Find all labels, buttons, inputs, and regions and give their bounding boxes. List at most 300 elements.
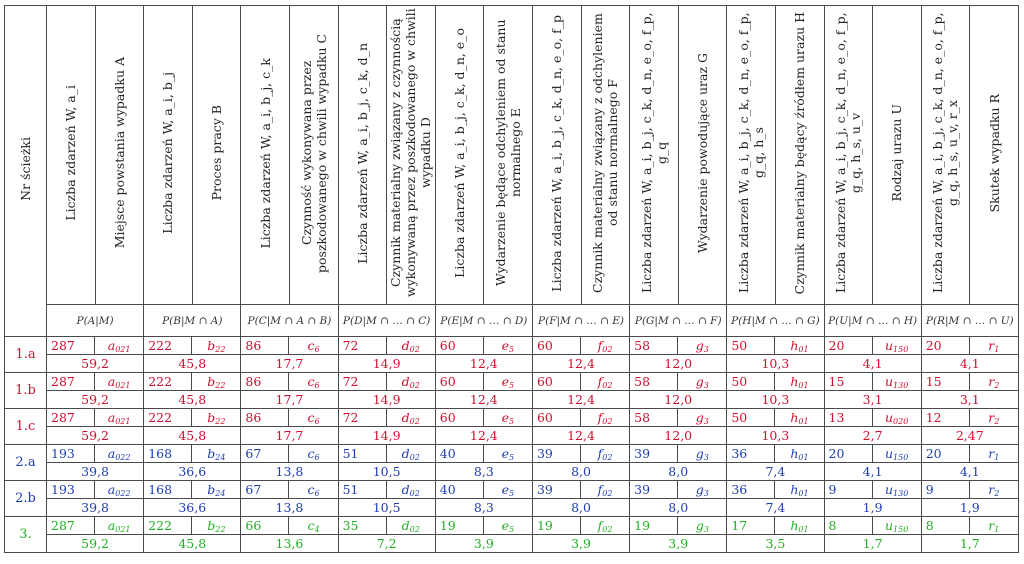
factor-cell [241,517,338,553]
count-header-5 [532,6,581,305]
factor-symbol: c [307,374,315,389]
factor-symbol: r [988,482,995,497]
factor-subscript: 021 [115,417,131,426]
factor-subscript: 6 [314,453,320,462]
factor-header-label: Rodzaj urazu U [889,104,905,202]
factor-code [678,337,726,354]
factor-symbol: f [597,518,603,533]
factor-subscript: 01 [798,381,809,390]
factor-subscript: 3 [703,345,709,354]
factor-symbol: f [597,410,603,425]
path-number: 3. [5,517,47,553]
factor-cell [727,517,824,553]
probability-value: 59,2 [81,392,110,407]
factor-cell [630,481,727,517]
event-count: 86 [241,337,289,354]
count-header-0 [47,6,96,305]
probability-value: 1,7 [862,536,883,551]
event-count: 287 [47,409,95,426]
event-count: 193 [47,481,95,498]
factor-subscript: 02 [602,489,613,498]
factor-header-label: Skutek wypadku R [986,93,1002,213]
count-header-8 [824,6,873,305]
event-count: 60 [533,373,581,390]
factor-symbol: a [107,518,116,533]
factor-subscript: 22 [215,417,226,426]
factor-code [581,337,629,354]
factor-symbol: u [884,410,894,425]
factor-code [484,337,532,354]
factor-code [387,409,435,426]
factor-code [387,481,435,498]
event-count: 287 [47,337,95,354]
factor-header-0 [95,6,144,305]
probability-value: 12,4 [469,392,498,407]
event-count: 60 [436,337,484,354]
factor-symbol: r [988,446,995,461]
factor-cell [144,481,241,517]
factor-symbol: b [207,410,216,425]
factor-cell [144,337,241,373]
factor-cell [241,409,338,445]
header-row [5,6,1019,305]
factor-cell [727,445,824,481]
factor-cell [47,409,144,445]
probability-formula: P(F|M ∩ … ∩ E) [532,305,629,337]
event-count: 36 [727,481,775,498]
factor-code [289,373,337,390]
probability-formula: P(A|M) [47,305,144,337]
factor-header-label: Wydarzenie będące odchyleniem od stanu normalnego E [493,19,524,287]
factor-symbol: r [988,374,995,389]
count-header-4 [435,6,484,305]
factor-code [678,517,726,534]
factor-symbol: u [884,446,894,461]
event-count: 51 [339,481,387,498]
probability-value: 7,2 [376,536,397,551]
factor-subscript: 3 [703,381,709,390]
count-header-3 [338,6,387,305]
factor-symbol: g [695,374,704,389]
count-header-label: Liczba zdarzeń W, a_i [63,85,79,221]
factor-header-8 [873,6,922,305]
table-row [5,481,1019,517]
factor-header-label: Wydarzenie powodujące uraz G [695,53,711,253]
factor-cell [532,409,629,445]
factor-cell [338,445,435,481]
factor-cell [47,517,144,553]
probability-formula: P(C|M ∩ A ∩ B) [241,305,338,337]
factor-symbol: h [790,446,799,461]
probability-value: 13,6 [275,536,304,551]
factor-subscript: 6 [314,345,320,354]
factor-subscript: 22 [215,525,226,534]
factor-symbol: g [695,518,704,533]
factor-symbol: h [790,374,799,389]
probability-value: 10,3 [761,356,790,371]
factor-symbol: r [988,338,995,353]
event-count: 9 [825,481,873,498]
factor-cell [435,517,532,553]
factor-symbol: e [501,482,510,497]
factor-code [581,409,629,426]
factor-subscript: 24 [215,453,226,462]
factor-cell [727,337,824,373]
factor-symbol: r [988,410,995,425]
path-number-header [5,6,47,337]
factor-subscript: 02 [409,453,420,462]
factor-subscript: 01 [798,489,809,498]
factor-cell [921,373,1018,409]
factor-symbol: a [107,446,116,461]
factor-code [581,445,629,462]
factor-code [289,337,337,354]
event-count: 15 [922,373,970,390]
factor-cell [532,481,629,517]
factor-cell [144,445,241,481]
factor-header-7 [775,6,824,305]
probability-value: 8,0 [668,500,689,515]
probability-formula: P(G|M ∩ … ∩ F) [630,305,727,337]
factor-symbol: f [597,338,603,353]
factor-code [970,373,1018,390]
factor-symbol: d [401,338,410,353]
factor-code [192,373,240,390]
factor-cell [824,481,921,517]
factor-subscript: 5 [509,489,515,498]
count-header-label: Liczba zdarzeń W, a_i, b_j, c_k, d_n, e_o, f_p, g_q [638,12,669,294]
path-number: 1.b [5,373,47,409]
factor-code [95,409,143,426]
event-count: 58 [630,373,678,390]
factor-symbol: c [307,482,315,497]
factor-header-label: Czynnik materialny będący źródłem urazu H [792,11,808,295]
factor-cell [824,517,921,553]
event-count: 39 [630,445,678,462]
factor-subscript: 5 [509,381,515,390]
factor-subscript: 24 [215,489,226,498]
factor-subscript: 22 [215,345,226,354]
event-count: 168 [144,481,192,498]
factor-cell [241,373,338,409]
probability-value: 13,8 [275,464,304,479]
factor-symbol: d [401,374,410,389]
factor-code [775,445,823,462]
factor-cell [47,337,144,373]
factor-subscript: 130 [893,489,909,498]
factor-cell [435,337,532,373]
factor-code [95,373,143,390]
probability-value: 7,4 [765,464,786,479]
factor-cell [532,445,629,481]
probability-value: 1,9 [959,500,980,515]
factor-subscript: 150 [893,345,909,354]
factor-code [775,517,823,534]
probability-formula: P(U|M ∩ … ∩ H) [824,305,921,337]
factor-subscript: 1 [994,525,1000,534]
probability-value: 45,8 [178,428,207,443]
count-header-label: Liczba zdarzeń W, a_i, b_j, c_k, d_n [354,42,370,264]
factor-subscript: 1 [994,345,1000,354]
factor-code [678,481,726,498]
factor-symbol: f [597,446,603,461]
factor-cell [727,481,824,517]
event-count: 12 [922,409,970,426]
factor-code [775,373,823,390]
factor-cell [435,373,532,409]
factor-cell [921,409,1018,445]
event-count: 19 [630,517,678,534]
factor-cell [241,481,338,517]
path-number: 2.b [5,481,47,517]
factor-symbol: h [790,410,799,425]
factor-cell [338,409,435,445]
probability-value: 8,3 [473,464,494,479]
factor-subscript: 6 [314,489,320,498]
path-number: 2.a [5,445,47,481]
path-number: 1.c [5,409,47,445]
probability-value: 59,2 [81,428,110,443]
factor-symbol: b [207,482,216,497]
probability-value: 12,4 [567,356,595,371]
factor-symbol: e [501,410,510,425]
event-count: 19 [436,517,484,534]
event-count: 193 [47,445,95,462]
factor-subscript: 02 [602,345,613,354]
factor-cell [338,517,435,553]
factor-symbol: h [790,338,799,353]
probability-value: 4,1 [959,356,980,371]
factor-symbol: a [107,338,116,353]
factor-symbol: h [790,518,799,533]
factor-cell [727,409,824,445]
factor-subscript: 6 [314,417,320,426]
factor-subscript: 022 [115,453,131,462]
factor-subscript: 01 [798,525,809,534]
factor-cell [47,373,144,409]
probability-value: 36,6 [178,464,207,479]
probability-value: 14,9 [372,356,401,371]
probability-value: 10,5 [372,464,401,479]
probability-value: 2,47 [955,428,984,443]
factor-subscript: 5 [509,453,515,462]
factor-subscript: 3 [703,525,709,534]
factor-subscript: 2 [994,489,1000,498]
probability-value: 4,1 [862,464,883,479]
factor-subscript: 5 [509,525,515,534]
factor-cell [630,337,727,373]
factor-cell [824,337,921,373]
event-count: 60 [533,409,581,426]
event-count: 86 [241,409,289,426]
factor-cell [824,409,921,445]
accident-path-table [4,5,1019,553]
factor-subscript: 5 [509,417,515,426]
event-count: 20 [922,445,970,462]
factor-header-label: Czynnik materialny związany z czynnością wykonywaną przez poszkodowanego w chwili wypadku D [388,8,434,298]
count-header-9 [921,6,970,305]
event-count: 15 [825,373,873,390]
probability-value: 39,8 [81,464,110,479]
event-count: 72 [339,409,387,426]
factor-subscript: 021 [115,345,131,354]
factor-code [581,481,629,498]
factor-subscript: 022 [115,489,131,498]
event-count: 60 [436,409,484,426]
factor-code [192,445,240,462]
factor-header-9 [970,6,1019,305]
event-count: 222 [144,517,192,534]
factor-code [970,445,1018,462]
count-header-2 [241,6,290,305]
factor-cell [144,409,241,445]
factor-subscript: 01 [798,453,809,462]
probability-value: 3,5 [765,536,786,551]
factor-subscript: 150 [893,525,909,534]
factor-code [484,409,532,426]
factor-code [970,481,1018,498]
factor-subscript: 5 [509,345,515,354]
probability-value: 17,7 [275,428,304,443]
factor-header-label: Miejsce powstania wypadku A [111,57,127,249]
factor-cell [532,373,629,409]
factor-subscript: 3 [703,453,709,462]
factor-subscript: 6 [314,381,320,390]
count-header-label: Liczba zdarzeń W, a_i, b_j, c_k, d_n, e_o, f_p, g_q, h_s, u_v [833,12,864,294]
probability-formula: P(H|M ∩ … ∩ G) [727,305,824,337]
factor-subscript: 150 [893,453,909,462]
factor-subscript: 02 [409,417,420,426]
path-number: 1.a [5,337,47,373]
factor-header-label: Proces pracy B [209,105,225,201]
event-count: 39 [533,481,581,498]
factor-cell [630,373,727,409]
factor-code [289,445,337,462]
factor-subscript: 3 [703,417,709,426]
factor-code [192,517,240,534]
factor-code [678,445,726,462]
factor-symbol: e [501,446,510,461]
factor-symbol: a [107,410,116,425]
factor-symbol: h [790,482,799,497]
factor-symbol: a [107,482,116,497]
factor-subscript: 02 [409,345,420,354]
factor-header-label: Czynność wykonywana przez poszkodowanego w chwili wypadku C [298,33,329,273]
probability-value: 59,2 [81,536,110,551]
probability-value: 8,0 [571,464,591,479]
event-count: 58 [630,337,678,354]
event-count: 287 [47,373,95,390]
factor-code [95,445,143,462]
factor-code [775,337,823,354]
factor-subscript: 2 [994,417,1000,426]
factor-subscript: 1 [994,453,1000,462]
factor-code [970,409,1018,426]
probability-value: 14,9 [372,392,401,407]
event-count: 20 [825,337,873,354]
probability-value: 12,4 [469,428,498,443]
factor-code [678,409,726,426]
factor-code [484,481,532,498]
event-count: 8 [922,517,970,534]
probability-value: 4,1 [862,356,883,371]
factor-cell [921,337,1018,373]
factor-code [873,517,921,534]
event-count: 20 [825,445,873,462]
factor-subscript: 021 [115,381,131,390]
factor-symbol: c [307,518,315,533]
factor-symbol: u [884,482,894,497]
probability-value: 1,9 [862,500,883,515]
probability-value: 45,8 [178,536,207,551]
event-count: 9 [922,481,970,498]
factor-code [387,373,435,390]
factor-symbol: c [307,338,315,353]
factor-code [581,517,629,534]
event-count: 17 [727,517,775,534]
factor-symbol: d [401,410,410,425]
event-count: 50 [727,373,775,390]
factor-symbol: d [401,518,410,533]
count-header-label: Liczba zdarzeń W, a_i, b_j, c_k, d_n, e_o, f_p, g_q, h_s [736,12,767,294]
probability-value: 45,8 [178,392,207,407]
factor-code [484,373,532,390]
probability-value: 12,4 [567,392,595,407]
factor-code [484,445,532,462]
factor-subscript: 2 [994,381,1000,390]
factor-subscript: 02 [409,381,420,390]
factor-code [873,445,921,462]
factor-code [95,481,143,498]
factor-symbol: b [207,374,216,389]
probability-value: 45,8 [178,356,207,371]
factor-subscript: 02 [602,525,613,534]
factor-code [484,517,532,534]
factor-cell [435,409,532,445]
factor-header-6 [678,6,727,305]
factor-symbol: b [207,518,216,533]
factor-header-2 [289,6,338,305]
probability-value: 17,7 [275,356,304,371]
factor-code [387,337,435,354]
factor-symbol: a [107,374,116,389]
factor-subscript: 02 [409,525,420,534]
factor-code [387,517,435,534]
count-header-label: Liczba zdarzeń W, a_i, b_j, c_k, d_n, e_o, f_p, g_q, h_s, u_v, r_x [930,12,961,294]
probability-value: 13,8 [275,500,304,515]
probability-value: 10,5 [372,500,401,515]
table-row [5,373,1019,409]
factor-cell [532,517,629,553]
factor-symbol: e [501,374,510,389]
probability-formula: P(E|M ∩ … ∩ D) [435,305,532,337]
factor-symbol: e [501,338,510,353]
factor-symbol: f [597,374,603,389]
factor-cell [921,517,1018,553]
factor-subscript: 02 [409,489,420,498]
probability-value: 3,9 [668,536,689,551]
probability-formula: P(R|M ∩ … ∩ U) [921,305,1018,337]
event-count: 222 [144,409,192,426]
factor-symbol: g [695,446,704,461]
event-count: 222 [144,373,192,390]
factor-symbol: u [884,518,894,533]
factor-code [970,337,1018,354]
event-count: 20 [922,337,970,354]
event-count: 35 [339,517,387,534]
factor-cell [532,337,629,373]
factor-code [192,481,240,498]
